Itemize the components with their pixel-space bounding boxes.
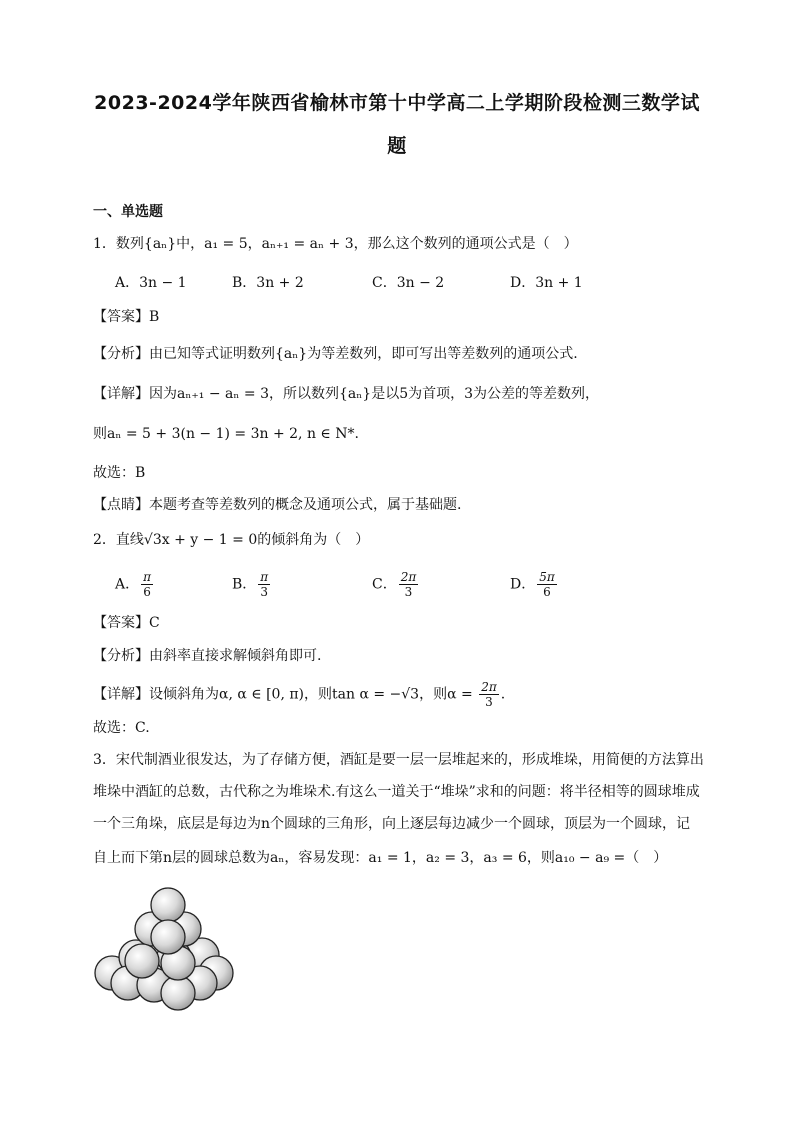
answer-tag: 【答案】 (93, 615, 149, 631)
q2-option-c (372, 570, 420, 599)
fraction-numerator: 5π (539, 570, 555, 584)
option-letter: C． (372, 576, 397, 593)
answer-value: B (149, 309, 160, 325)
page-title-line-1: 2023-2024学年陕西省榆林市第十中学高二上学期阶段检测三数学试 (94, 92, 700, 114)
q1-option-c: C．3n − 2 (372, 275, 445, 291)
q1-option-d: D．3n + 1 (510, 275, 583, 291)
sphere (151, 920, 185, 954)
fraction-numerator: π (260, 570, 269, 584)
q2-option-a (115, 570, 155, 599)
q1-stem: 1．数列{aₙ}中，a₁ = 5，aₙ₊₁ = aₙ + 3，那么这个数列的通项公式是（ ） (93, 236, 578, 252)
detail-suffix: . (500, 686, 506, 703)
detail-text: 设倾斜角为α, α ∈ [0, π)，则tan α = −√3，则α = (149, 686, 478, 703)
q1-choose: 故选：B (93, 465, 146, 481)
q2-option-d (510, 570, 559, 599)
sphere (151, 888, 185, 922)
q3-line-2: 堆垛中酒缸的总数，古代称之为堆垛术.有这么一道关于“堆垛”求和的问题：将半径相等的圆球堆成 (93, 784, 700, 800)
analysis-text: 由斜率直接求解倾斜角即可. (149, 648, 322, 664)
q1-comment (93, 495, 461, 515)
q1-answer (93, 307, 159, 327)
detail-tag: 【详解】 (93, 386, 149, 402)
option-letter: A． (115, 576, 140, 593)
page-title-line-2: 题 (387, 135, 407, 157)
fraction (399, 570, 419, 599)
fraction-denominator: 3 (404, 585, 413, 599)
fraction-numerator: 2π (481, 680, 497, 694)
detail-text: 因为aₙ₊₁ − aₙ = 3，所以数列{aₙ}是以5为首项，3为公差的等差数列， (149, 386, 600, 402)
fraction-denominator: 6 (543, 585, 551, 599)
q1-detail-line-1 (93, 384, 599, 404)
fraction (479, 680, 499, 709)
comment-text: 本题考查等差数列的概念及通项公式，属于基础题. (149, 497, 462, 513)
detail-tag: 【详解】 (93, 686, 149, 703)
q2-option-b (232, 570, 272, 599)
q2-choose: 故选：C. (93, 720, 150, 736)
q1-analysis (93, 344, 578, 364)
stacked-spheres-figure (92, 885, 242, 1020)
q3-line-1: 3．宋代制酒业很发达，为了存储方便，酒缸是要一层一层堆起来的，形成堆垛，用简便的方法算出 (93, 752, 704, 768)
fraction (537, 570, 557, 599)
fraction (141, 570, 153, 599)
fraction-denominator: 3 (485, 695, 493, 709)
sphere (161, 976, 195, 1010)
q1-option-a: A．3n − 1 (115, 275, 187, 291)
q3-line-4: 自上而下第n层的圆球总数为aₙ，容易发现：a₁ = 1，a₂ = 3，a₃ = 6，则a₁₀ − a₉ =（ ） (93, 850, 668, 866)
fraction-denominator: 6 (143, 585, 151, 599)
option-letter: D． (510, 576, 536, 593)
analysis-tag: 【分析】 (93, 648, 149, 664)
q2-analysis (93, 646, 321, 666)
analysis-text: 由已知等式证明数列{aₙ}为等差数列，即可写出等差数列的通项公式. (149, 346, 578, 362)
q1-detail-line-2: 则aₙ = 5 + 3(n − 1) = 3n + 2, n ∈ N*. (93, 426, 359, 442)
sphere (125, 944, 159, 978)
q2-stem: 2．直线√3x + y − 1 = 0的倾斜角为（ ） (93, 532, 370, 548)
q3-line-3: 一个三角垛，底层是每边为n个圆球的三角形，向上逐层每边减少一个圆球，顶层为一个圆球，记 (93, 816, 691, 832)
answer-tag: 【答案】 (93, 309, 149, 325)
q1-option-b: B．3n + 2 (232, 275, 304, 291)
fraction-numerator: π (143, 570, 152, 584)
fraction (258, 570, 270, 599)
option-letter: B． (232, 576, 257, 593)
fraction-numerator: 2π (400, 570, 417, 584)
fraction-denominator: 3 (260, 585, 269, 599)
answer-value: C (149, 615, 160, 631)
section-heading: 一、单选题 (93, 204, 163, 220)
analysis-tag: 【分析】 (93, 346, 149, 362)
q2-answer (93, 613, 160, 633)
q2-detail (93, 680, 505, 709)
comment-tag: 【点睛】 (93, 497, 149, 513)
